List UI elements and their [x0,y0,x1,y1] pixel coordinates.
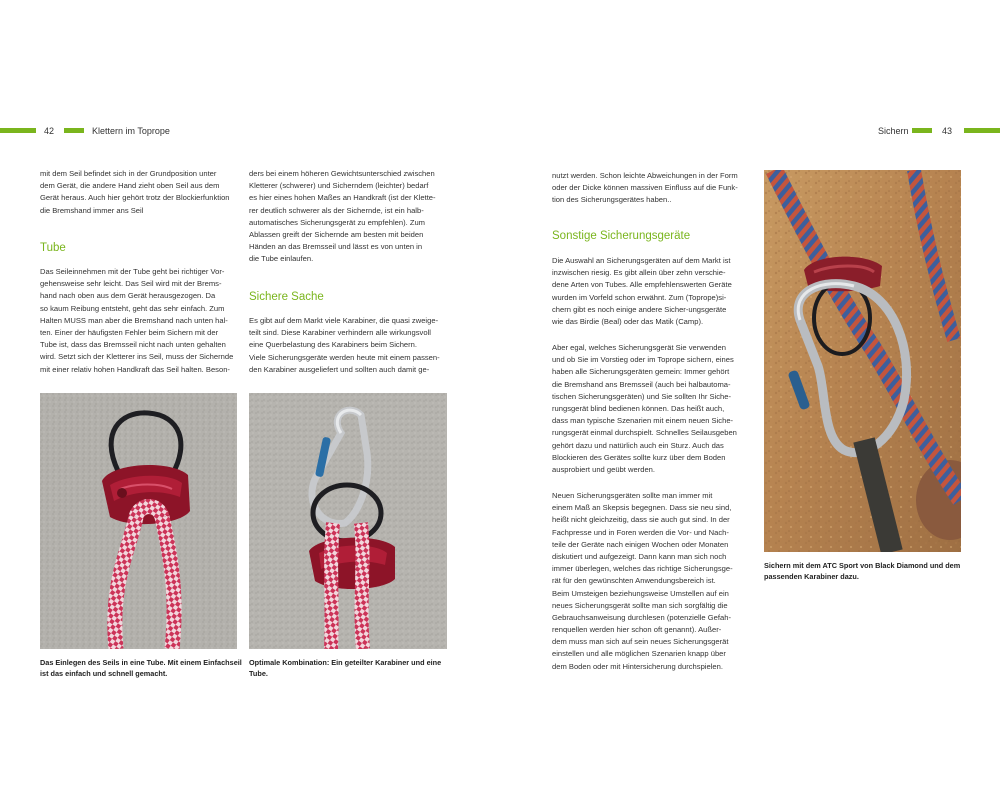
text-line: diskutiert und aufgezeigt. Dann kann man sich noch [552,551,727,561]
text-line: mit dem Seil befindet sich in der Grundposition unter [40,169,217,178]
col3-paragraph-1 [552,255,732,328]
text-line: passenden Karabiner dazu. [764,572,859,581]
text-line: Händen an das Bremsseil und lässt es von unten in [249,242,423,252]
text-line: Blockieren des Gerätes sollte kurz über dem Boden [552,452,726,462]
text-line: dem muss man sich auf sein neues Sicherungsgerät [552,637,729,647]
header-bar-right-inner [912,128,932,133]
text-line: Tube. [249,669,268,678]
header-bar-left-inner [64,128,84,133]
text-line: neues Sicherungsgerät sollte man sich sorgfältig die [552,600,728,610]
text-line: Kletterer (schwerer) und Sicherndem (leichter) bedarf [249,181,429,191]
caption-photo-tube [40,657,242,679]
text-line: oder der Dicke können massiven Einfluss auf die Funk- [552,183,738,193]
text-line: Fachpresse und in Foren werden die Vor- und Nach- [552,527,729,537]
photo-tube-with-rope [40,393,237,649]
text-line: ist das einfach und schnell gemacht. [40,669,168,678]
right-running-title: Sichern [878,126,909,136]
text-line: Gebrauchsanweisung durchlesen (potenzielle Gefah- [552,612,731,622]
photo-atc-sport [764,170,961,552]
heading-sonstige-sicherungsgeraete: Sonstige Sicherungsgeräte [552,230,691,242]
text-line: rer deutlich schwerer als der Sichernde, ist ein halb- [249,205,424,215]
text-line: die Tube einlaufen. [249,254,314,264]
caption-photo-atc [764,560,960,582]
text-line: Ablassen greift der Sichernde am besten mit beiden [249,229,424,239]
text-line: so kaum Reibung entsteht, geht das sehr einfach. Zum [40,303,225,313]
right-page-number: 43 [942,126,953,136]
col3-top-paragraph [552,170,738,207]
text-line: und ob Sie im Vorstieg oder im Toprope sichern, eines [552,355,734,365]
text-line: gehensweise sehr leicht. Das Seil wird mit der Brems- [40,279,222,289]
text-line: Das Seileinnehmen mit der Tube geht bei richtiger Vor- [40,267,225,276]
col1-top-paragraph [40,168,230,217]
text-line: Viele Sicherungsgeräte werden heute mit einem passen- [249,352,440,362]
text-line: mit einer relativ hohen Handkraft das Seil halten. Beson- [40,364,230,374]
col1-tube-paragraph [40,266,233,376]
text-line: Beim Umsteigen beziehungsweise Umstellen auf ein [552,588,729,598]
text-line: dene Arten von Tubes. Alle empfehlenswerten Geräte [552,280,732,290]
text-line: die Bremshand immer ans Seil [40,205,144,215]
caption-photo-karabiner [249,657,441,679]
text-line: rungsgerät blind bedienen können. Das heißt auch, [552,403,725,413]
text-line: immer überlegen, welches das richtige Sicherungsge- [552,564,733,574]
text-line: ten. Einer der häufigsten Fehler beim Sichern mit der [40,327,219,337]
text-line: Aber egal, welches Sicherungsgerät Sie verwenden [552,343,726,352]
text-line: Es gibt auf dem Markt viele Karabiner, die quasi zweige- [249,316,439,325]
text-line: einstellen und alle möglichen Szenarien knapp über [552,649,726,659]
text-line: hand nach oben aus dem Gerät herausgezogen. Da [40,291,216,301]
text-line: teile der Geräte nach einigen Wochen oder Monaten [552,539,729,549]
text-line: ausprobiert und geübt werden. [552,464,656,474]
text-line: den Karabiner ausgeliefert und sollten auch damit ge- [249,364,430,374]
text-line: einem Maß an Skepsis begegnen. Dass sie neu sind, [552,503,732,513]
text-line: haben alle Sicherungsgeräten gemein: Immer gehört [552,367,730,377]
text-line: Die Auswahl an Sicherungsgeräten auf dem Markt ist [552,256,731,265]
photo-karabiner-and-tube [249,393,447,649]
header-bar-right-outer [964,128,1000,133]
text-line: dem Boden oder mit Hintersicherung durchspielen. [552,661,723,671]
text-line: rät für den gewünschten Anwendungsbereich ist. [552,576,716,586]
text-line: wurden im Vorfeld schon erwähnt. Zum (Toprope)si- [552,292,727,302]
text-line: tischen Sicherungsgeräten) und Sie sollten Ihr Siche- [552,391,731,401]
text-line: Halten MUSS man aber die Bremshand nach unten hal- [40,315,228,325]
header-bar-left-outer [0,128,36,133]
left-running-title: Klettern im Toprope [92,126,170,136]
text-line: Optimale Kombination: Ein geteilter Karabiner und eine [249,658,442,667]
text-line: es hier eines hohen Maßes an Handkraft (ist der Klette- [249,193,436,203]
col2-top-paragraph [249,168,436,266]
text-line: dass man typische Szenarien mit einem neuen Siche- [552,416,734,426]
text-line: Neuen Sicherungsgeräten sollte man immer mit [552,491,713,500]
text-line: eine Querbelastung des Karabiners beim Sichern. [249,340,418,350]
text-line: wie das Birdie (Beal) oder das Matik (Camp). [552,316,704,326]
text-line: Gerät heraus. Auch hier gehört trotz der Blockierfunktion [40,193,230,203]
text-line: automatisches Sicherungsgerät zu empfehlen). Zum [249,217,426,227]
text-line: gehört dazu und natürlich auch ein Sturz. Auch das [552,440,724,450]
col3-paragraph-3 [552,490,733,673]
text-line: tion des Sicherungsgerätes haben.. [552,195,672,205]
col2-sichere-paragraph [249,315,440,376]
text-line: teilt sind. Diese Karabiner verhindern alle wirkungsvoll [249,328,431,338]
text-line: inzwischen riesig. Es gibt allein über zehn verschie- [552,268,726,278]
text-line: chern gibt es noch einige andere Sicher-ungsgeräte [552,304,727,314]
text-line: Sichern mit dem ATC Sport von Black Diamond und dem [764,561,961,570]
text-line: ders bei einem höheren Gewichtsunterschied zwischen [249,169,435,178]
text-line: renquellen werden hier schon oft genannt). Außer- [552,625,722,635]
text-line: rungsgerät einmal durchspielt. Schnelles Seilausgeben [552,428,737,438]
text-line: Das Einlegen des Seils in eine Tube. Mit einem Einfachseil [40,658,242,667]
left-page-number: 42 [44,126,55,136]
text-line: Tube ist, dass das Bremsseil nicht nach unten gehalten [40,340,226,350]
text-line: wird. Setzt sich der Kletterer ins Seil, muss der Sichernde [40,352,234,362]
text-line: nutzt werden. Schon leichte Abweichungen in der Form [552,171,738,180]
col3-paragraph-2 [552,342,737,476]
heading-tube: Tube [40,242,66,254]
text-line: dem Gerät, die andere Hand zieht oben Seil aus dem [40,181,220,191]
text-line: heißt nicht gleichzeitig, dass sie auch gut sind. In der [552,515,730,525]
text-line: die Bremshand ans Bremsseil (auch bei halbautoma- [552,379,731,389]
heading-sichere-sache: Sichere Sache [249,291,324,303]
